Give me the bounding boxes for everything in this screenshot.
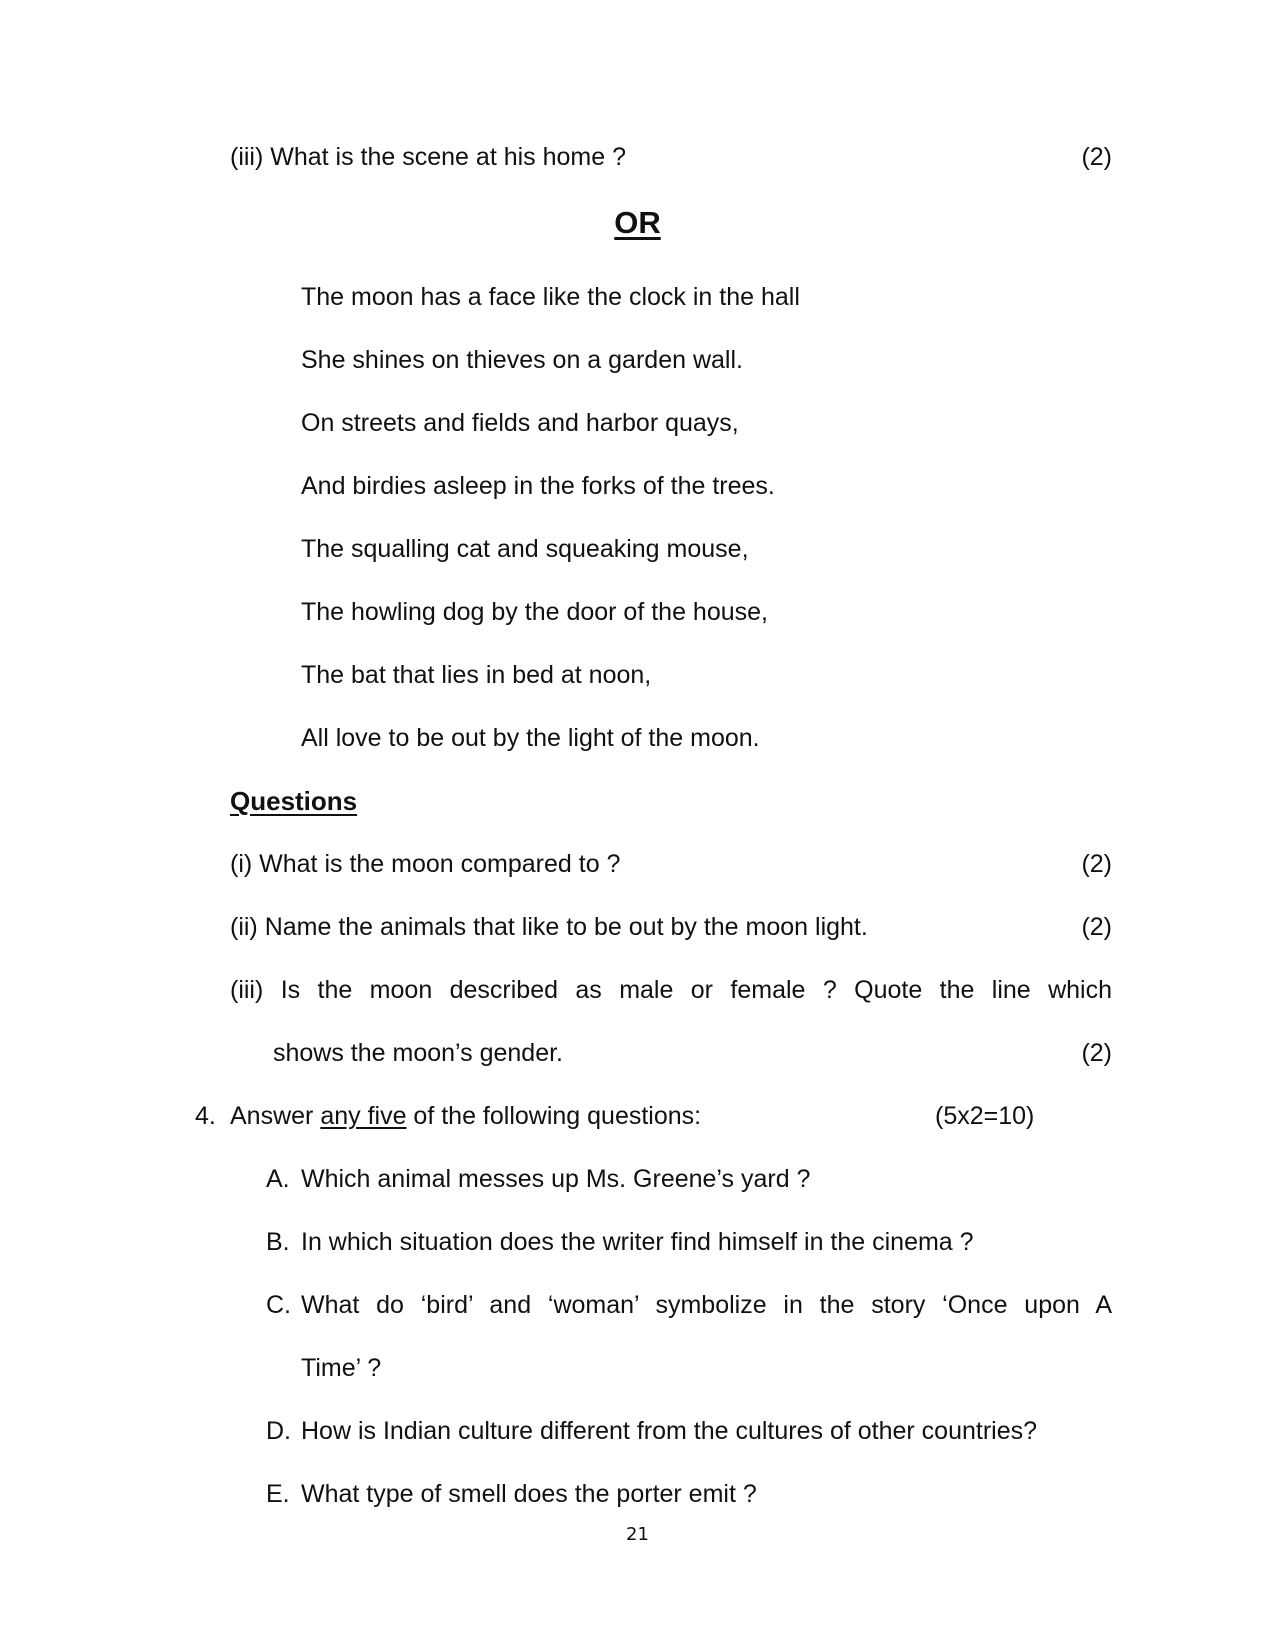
question-marks: (2) [1081,1039,1112,1067]
instruction-prefix: Answer [230,1102,321,1130]
poem-line: The squalling cat and squeaking mouse, [301,535,749,563]
question-4-instruction [230,1101,701,1131]
item-text: What type of smell does the porter emit ? [301,1480,757,1508]
question-marks: (2) [1081,913,1112,941]
question-continuation: shows the moon’s gender. [273,1039,564,1067]
item-letter: E. [266,1480,290,1508]
question-text: (iii) Is the moon described as male or female ? Quote the line which [230,976,1112,1004]
prev-question-text: (iii) What is the scene at his home ? [230,143,626,171]
instruction-suffix: of the following questions: [406,1102,702,1130]
item-continuation: Time’ ? [301,1354,382,1382]
poem-line: The bat that lies in bed at noon, [301,661,652,689]
item-letter: B. [266,1228,290,1256]
poem-line: And birdies asleep in the forks of the trees. [301,472,775,500]
poem-line: The moon has a face like the clock in the hall [301,283,800,311]
item-text: How is Indian culture different from the cultures of other countries? [301,1417,1038,1445]
instruction-underlined: any five [320,1102,407,1130]
question-marks: (2) [1081,850,1112,878]
item-text: What do ‘bird’ and ‘woman’ symbolize in the story ‘Once upon A [301,1291,1112,1319]
or-heading: OR [614,205,661,240]
poem-line: She shines on thieves on a garden wall. [301,346,743,374]
item-text: In which situation does the writer find himself in the cinema ? [301,1228,974,1256]
page-number: 21 [626,1524,649,1545]
item-letter: D. [266,1417,291,1445]
question-number: 4. [195,1102,216,1130]
item-text: Which animal messes up Ms. Greene’s yard ? [301,1165,811,1193]
poem-line: On streets and fields and harbor quays, [301,409,739,437]
poem-line: The howling dog by the door of the house, [301,598,768,626]
question-4-marks: (5x2=10) [935,1102,1035,1130]
item-letter: A. [266,1165,290,1193]
question-text: (i) What is the moon compared to ? [230,850,621,878]
item-letter: C. [266,1291,291,1319]
question-text: (ii) Name the animals that like to be out by the moon light. [230,913,868,941]
poem-line: All love to be out by the light of the moon. [301,724,760,752]
prev-question-marks: (2) [1081,143,1112,171]
questions-heading: Questions [230,786,358,816]
